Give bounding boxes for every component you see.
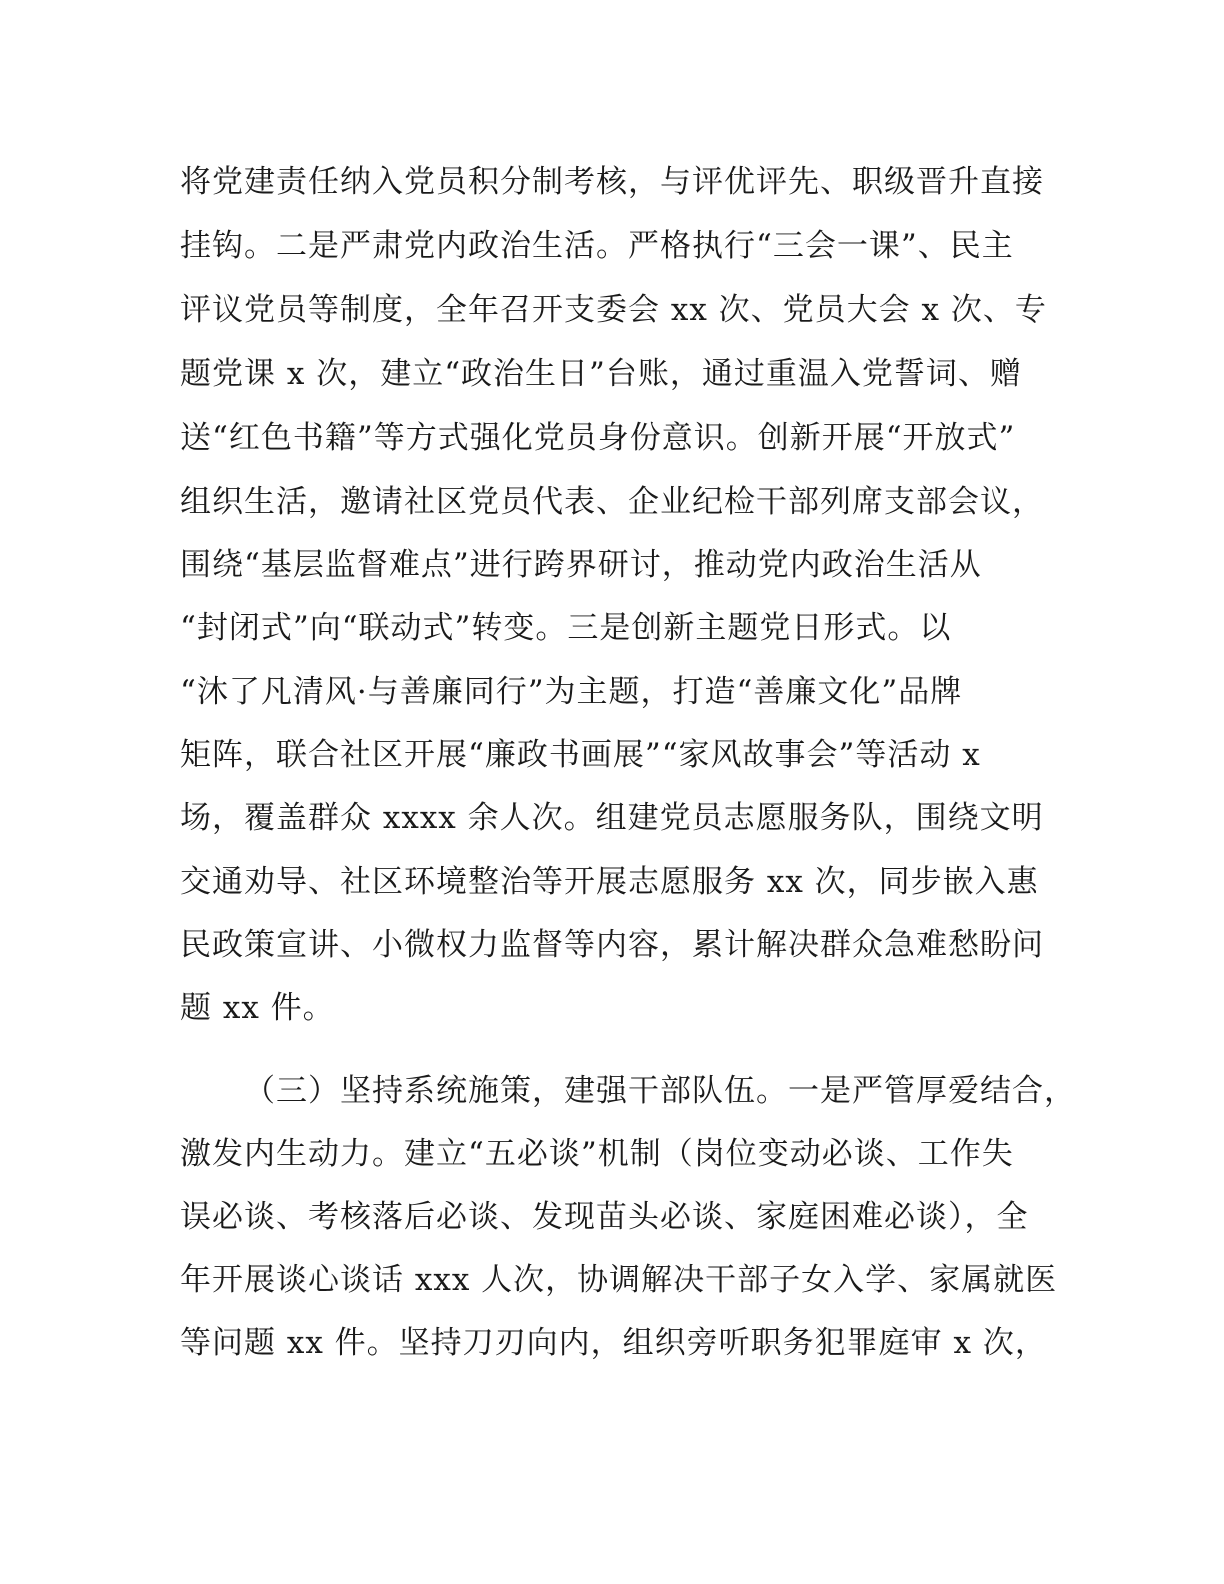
text-line: 交通劝导、社区环境整治等开展志愿服务 xx 次，同步嵌入惠 — [180, 864, 1039, 900]
text-line: “沐了凡清风·与善廉同行”为主题，打造“善廉文化”品牌 — [180, 674, 963, 710]
text-line: 将党建责任纳入党员积分制考核，与评优评先、职级晋升直接 — [180, 164, 1044, 200]
text-line: 挂钩。二是严肃党内政治生活。严格执行“三会一课”、民主 — [180, 228, 1014, 264]
section-heading-line: （三）坚持系统施策，建强干部队伍。一是严管厚爱结合， — [244, 1073, 1076, 1109]
text-line: 送“红色书籍”等方式强化党员身份意识。创新开展“开放式” — [180, 420, 1016, 456]
text-line: 激发内生动力。建立“五必谈”机制（岗位变动必谈、工作失 — [180, 1136, 1014, 1172]
text-line: 误必谈、考核落后必谈、发现苗头必谈、家庭困难必谈），全 — [180, 1199, 1029, 1235]
text-line: 等问题 xx 件。坚持刀刃向内，组织旁听职务犯罪庭审 x 次， — [180, 1325, 1047, 1361]
text-line: 矩阵，联合社区开展“廉政书画展”“家风故事会”等活动 x — [180, 737, 981, 773]
text-line: 民政策宣讲、小微权力监督等内容，累计解决群众急难愁盼问 — [180, 927, 1044, 963]
text-line: 题 xx 件。 — [180, 990, 335, 1026]
text-line: 场，覆盖群众 xxxx 余人次。组建党员志愿服务队，围绕文明 — [180, 800, 1044, 836]
text-line: 年开展谈心谈话 xxx 人次，协调解决干部子女入学、家属就医 — [180, 1262, 1058, 1298]
text-line: 评议党员等制度，全年召开支委会 xx 次、党员大会 x 次、专 — [180, 292, 1047, 328]
text-line: 组织生活，邀请社区党员代表、企业纪检干部列席支部会议， — [180, 484, 1044, 520]
text-line: “封闭式”向“联动式”转变。三是创新主题党日形式。以 — [180, 610, 952, 646]
text-line: 围绕“基层监督难点”进行跨界研讨，推动党内政治生活从 — [180, 547, 982, 583]
text-line: 题党课 x 次，建立“政治生日”台账，通过重温入党誓词、赠 — [180, 356, 1022, 392]
